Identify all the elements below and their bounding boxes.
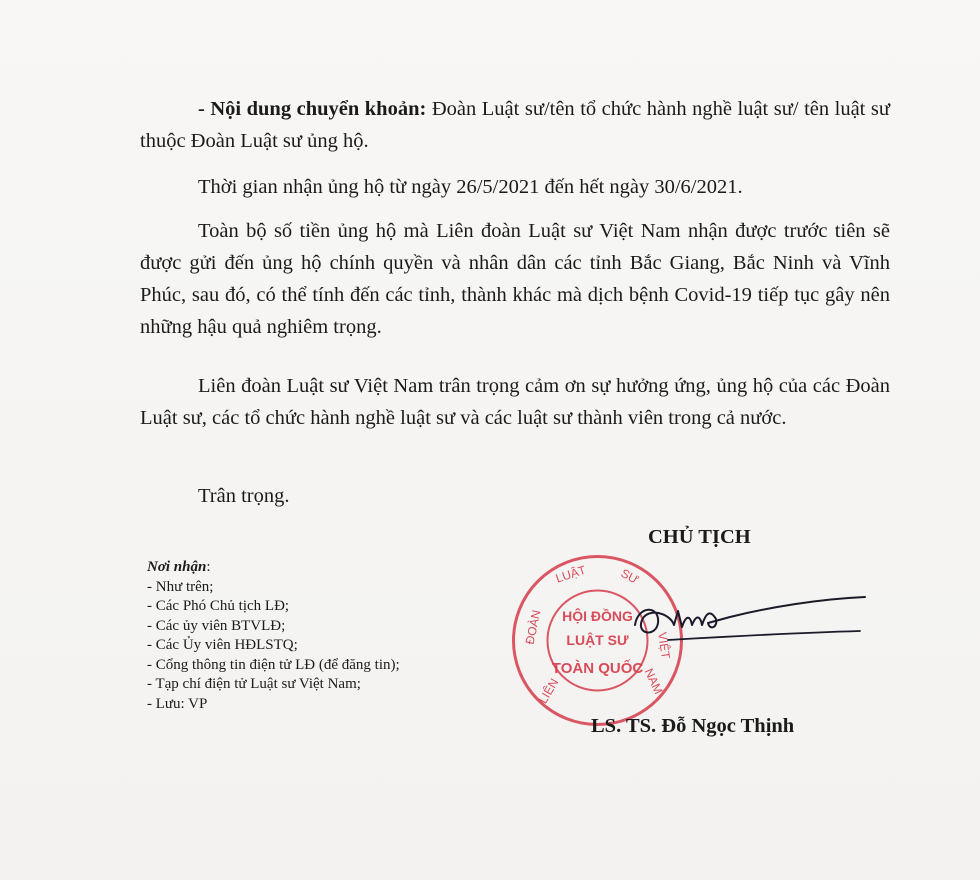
recipient-item: - Cổng thông tin điện tử LĐ (để đăng tin); bbox=[147, 656, 400, 673]
paragraph-transfer-content bbox=[140, 93, 890, 157]
recipient-item: - Các ủy viên BTVLĐ; bbox=[147, 617, 286, 634]
transfer-content-text: Đoàn Luật sư/tên tổ chức hành nghề luật sư/ tên luật sư thuộc Đoàn Luật sư ủng hộ. bbox=[140, 98, 890, 152]
seal-ring-word: LIÊN bbox=[535, 675, 562, 707]
seal-line2: LUẬT SƯ bbox=[566, 632, 629, 648]
recipients-heading-colon: : bbox=[206, 559, 211, 575]
paragraph-thanks: Liên đoàn Luật sư Việt Nam trân trọng cảm ơn sự hưởng ứng, ủng hộ của các Đoàn Luật sư, các tổ chức hành nghề luật sư và các luật sư thành viên trong cả nước. bbox=[140, 375, 890, 429]
recipient-item: - Các Phó Chủ tịch LĐ; bbox=[147, 598, 290, 614]
signer-name: LS. TS. Đỗ Ngọc Thịnh bbox=[591, 715, 795, 737]
seal-ring-word: ĐOÀN bbox=[522, 608, 544, 646]
recipient-item: - Như trên; bbox=[147, 578, 214, 595]
recipients-heading: Nơi nhận bbox=[147, 559, 207, 575]
closing-salutation: Trân trọng. bbox=[198, 485, 290, 507]
transfer-content-label: - Nội dung chuyển khoản: bbox=[198, 98, 427, 120]
seal-ring-word: NAM bbox=[641, 666, 666, 697]
seal-line3: TOÀN QUỐC bbox=[551, 660, 644, 677]
paragraph-donation-usage: Toàn bộ số tiền ủng hộ mà Liên đoàn Luật sư Việt Nam nhận được trước tiên sẽ được gửi đến ủng hộ chính quyền và nhân dân các tỉnh Bắc Giang, Bắc Ninh và Vĩnh Phúc, sau đó, có thể tính đến các tỉnh, thành khác mà dịch bệnh Covid-19 tiếp tục gây nên những hậu quả nghiêm trọng. bbox=[140, 220, 890, 338]
seal-ring-word: LUẬT bbox=[554, 562, 588, 586]
paragraph-donation-period: Thời gian nhận ủng hộ từ ngày 26/5/2021 đến hết ngày 30/6/2021. bbox=[198, 176, 743, 198]
recipients-list bbox=[147, 578, 400, 715]
recipient-item: - Tạp chí điện tử Luật sư Việt Nam; bbox=[147, 676, 361, 692]
seal-line1: HỘI ĐỒNG bbox=[562, 608, 633, 624]
handwritten-signature bbox=[630, 585, 870, 665]
signer-title: CHỦ TỊCH bbox=[648, 526, 751, 548]
recipient-item: - Lưu: VP bbox=[147, 695, 208, 712]
recipient-item: - Các Ủy viên HĐLSTQ; bbox=[147, 637, 298, 653]
seal-ring-word: VIỆT bbox=[655, 631, 673, 660]
recipients-block bbox=[147, 558, 400, 714]
seal-ring-word: SƯ bbox=[618, 566, 642, 587]
